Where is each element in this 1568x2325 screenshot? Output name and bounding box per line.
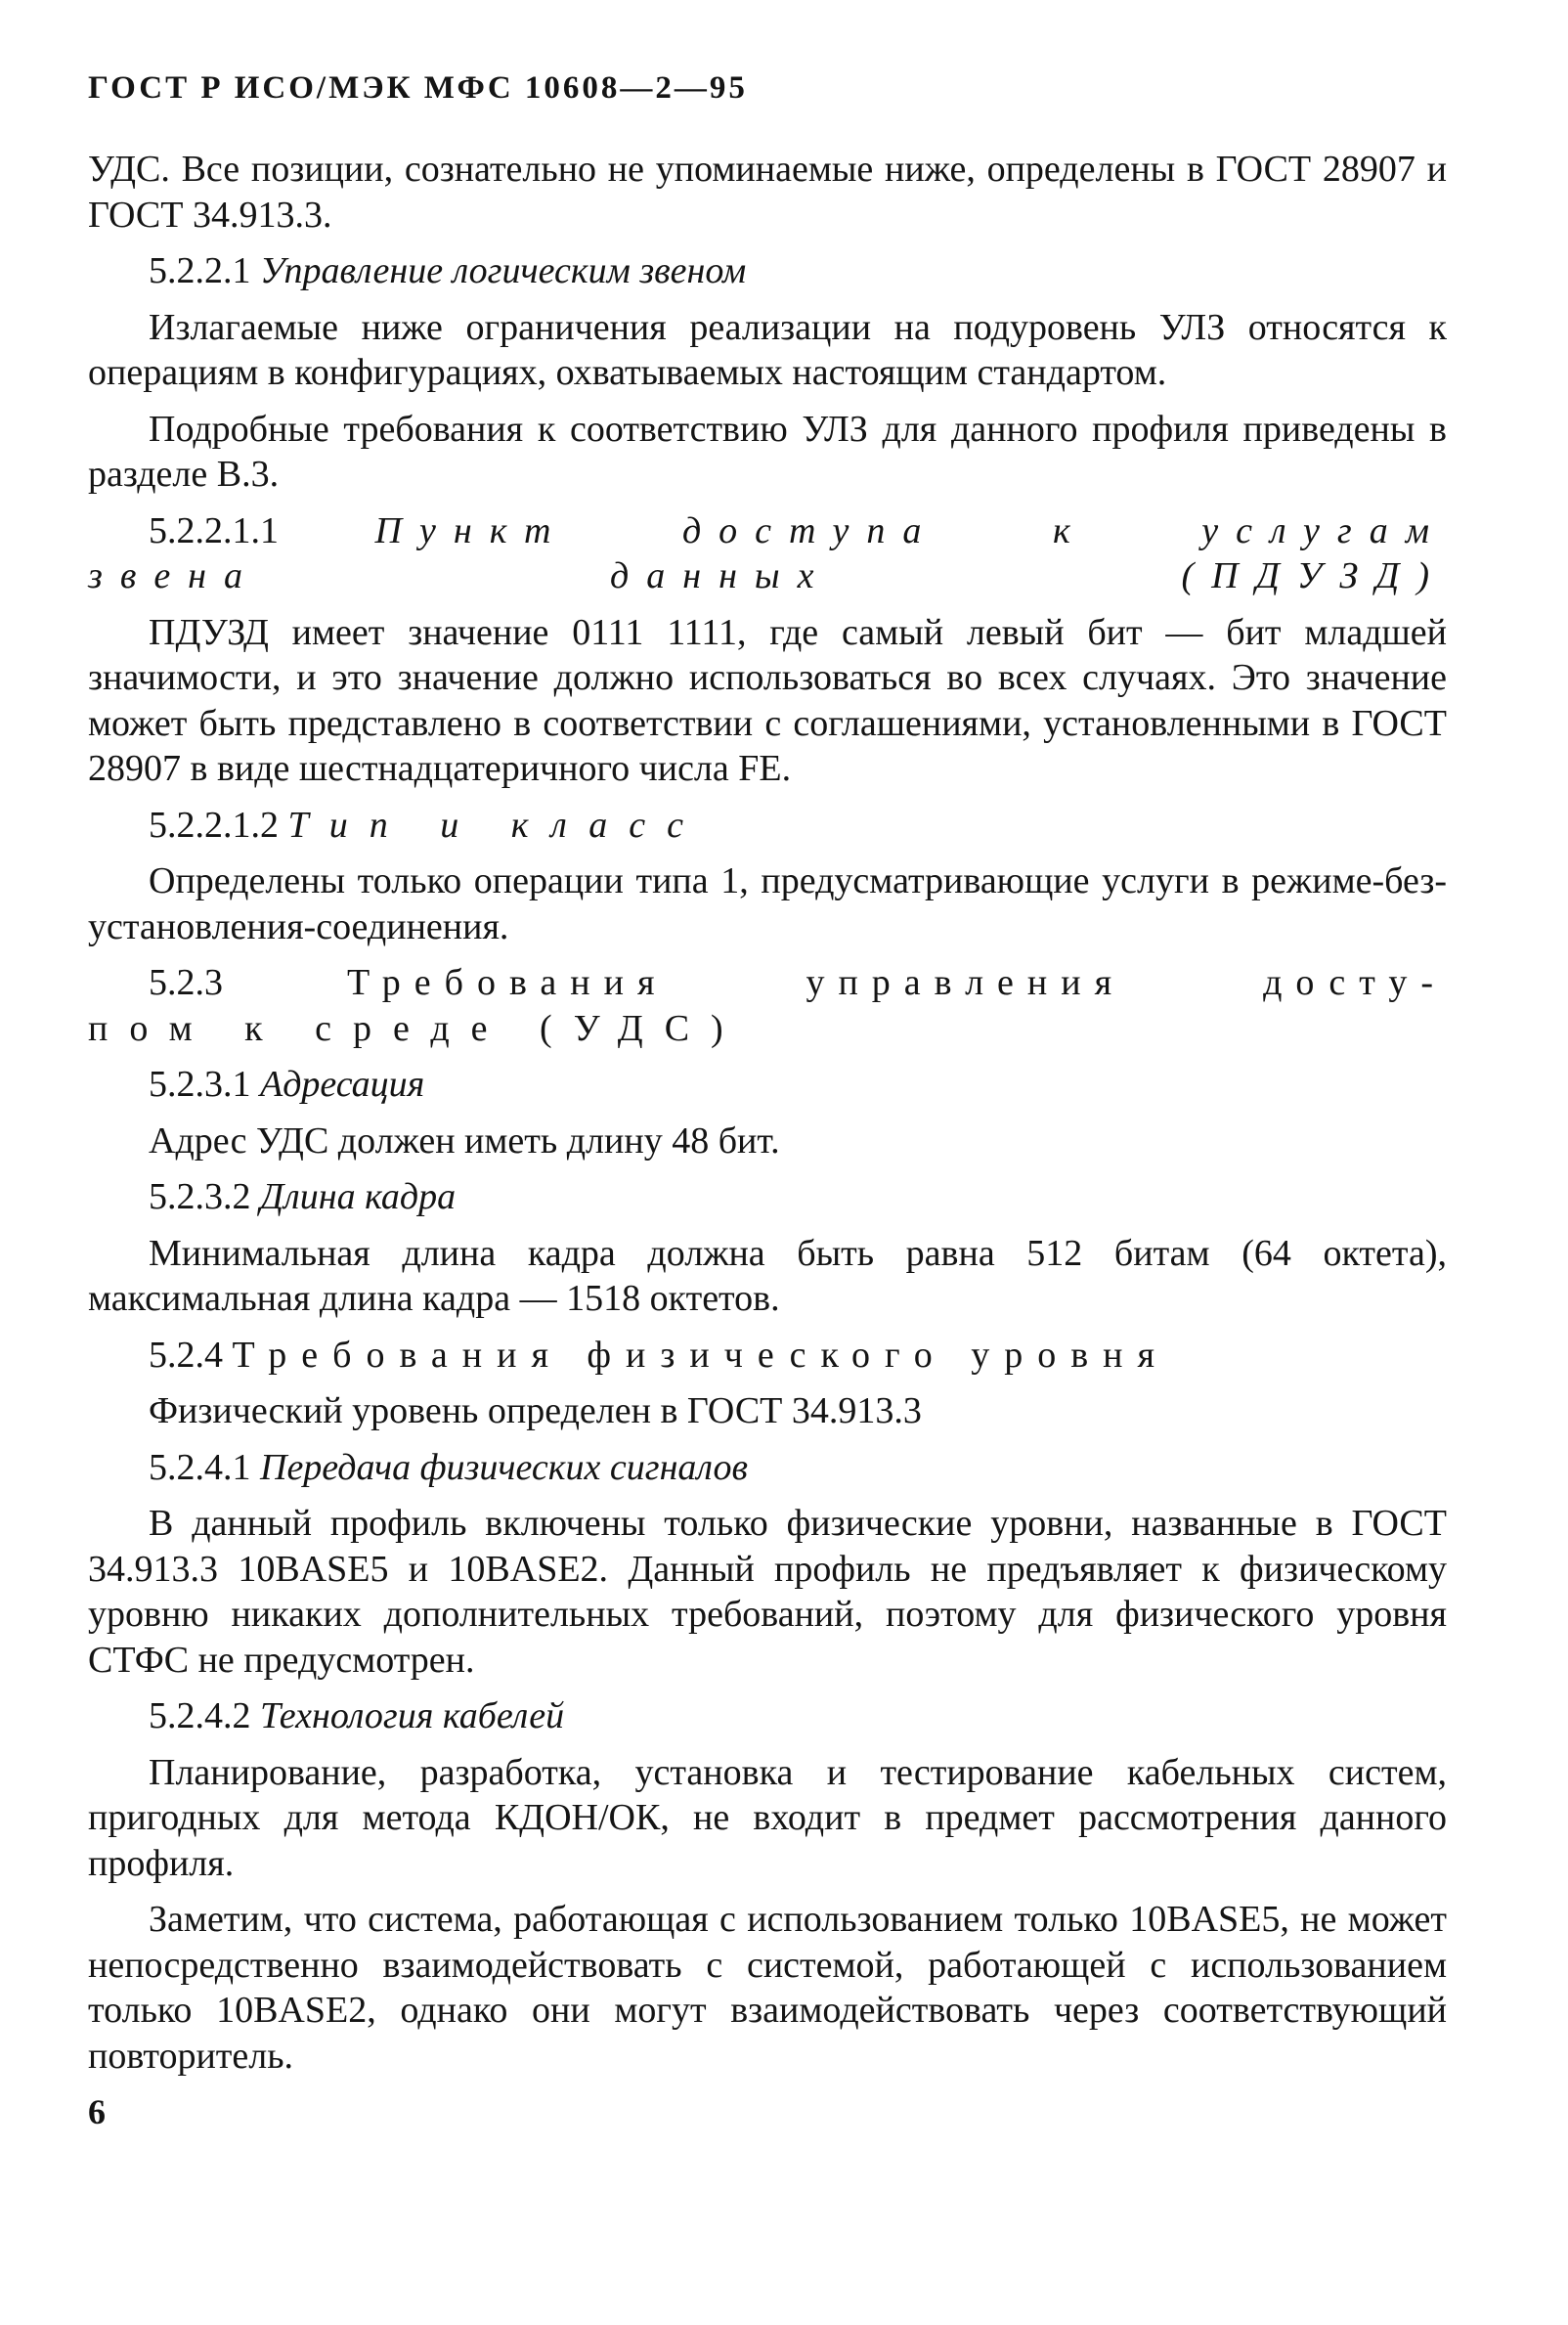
section-5-2-3-heading-cont	[88, 1006, 1447, 1052]
section-number: 5.2.2.1	[149, 250, 251, 291]
frame-length-paragraph: Минимальная длина кадра должна быть равна 512 битам (64 октета), максимальная длина кадра — 1518 октетов.	[88, 1232, 1447, 1319]
section-5-2-2-1-1-heading	[88, 508, 1447, 554]
section-5-2-2-1-heading	[88, 248, 1447, 294]
section-5-2-4-1-heading	[88, 1445, 1447, 1491]
section-number: 5.2.2.1.2	[149, 804, 279, 846]
llc-paragraph-2: Подробные требования к соответствию УЛЗ для данного профиля приведены в разделе B.3.	[88, 408, 1447, 495]
section-title: Адресация	[260, 1064, 425, 1105]
section-5-2-4-2-heading	[88, 1693, 1447, 1739]
section-number: 5.2.4.2	[149, 1695, 251, 1736]
section-number: 5.2.3.1	[149, 1064, 251, 1105]
section-title: Управление логическим звеном	[260, 250, 747, 291]
section-number: 5.2.3.2	[149, 1176, 251, 1217]
section-title: Технология кабелей	[260, 1695, 565, 1736]
section-number: 5.2.4.1	[149, 1446, 251, 1488]
type-class-paragraph: Определены только операции типа 1, предусматривающие услуги в режиме-без-установления-соединения.	[88, 860, 1447, 947]
section-number: 5.2.4	[149, 1334, 223, 1376]
section-5-2-3-2-heading	[88, 1174, 1447, 1220]
section-5-2-3-1-heading	[88, 1062, 1447, 1108]
running-header: ГОСТ Р ИСО/МЭК МФС 10608—2—95	[88, 70, 748, 106]
llc-paragraph-1: Излагаемые ниже ограничения реализации на подуровень УЛЗ относятся к операциям в конфигурациях, охватываемых настоящим стандартом.	[88, 306, 1447, 393]
document-body	[88, 147, 1447, 2079]
section-number: 5.2.3	[149, 962, 223, 1003]
section-5-2-3-heading	[88, 960, 1447, 1006]
signals-paragraph: В данный профиль включены только физические уровни, названные в ГОСТ 34.913.3 10BASE5 и 10BASE2. Данный профиль не предъявляет к физическому уровню никаких дополнительных требований, поэтому для физического уровня СТФС не предусмотрен.	[88, 1503, 1447, 1681]
section-title-line-2: пом к среде (УДС)	[88, 1007, 745, 1049]
section-number: 5.2.2.1.1	[149, 509, 279, 551]
section-title: Тип и класс	[287, 804, 706, 846]
addressing-paragraph: Адрес УДС должен иметь длину 48 бит.	[149, 1119, 780, 1162]
section-title: Длина кадра	[260, 1176, 457, 1217]
section-title-line-1: Пункт доступа к услугам	[374, 509, 1447, 551]
cables-paragraph: Планирование, разработка, установка и тестирование кабельных систем, пригодных для метода КДОН/ОК, не входит в предмет рассмотрения данного профиля.	[88, 1751, 1447, 1884]
section-title-line-1: Требования управления досту-	[347, 962, 1447, 1003]
section-title: Требования физического уровня	[232, 1334, 1169, 1376]
intro-paragraph: УДС. Все позиции, сознательно не упоминаемые ниже, определены в ГОСТ 28907 и ГОСТ 34.913.3.	[88, 149, 1447, 236]
physical-layer-paragraph: Физический уровень определен в ГОСТ 34.913.3	[149, 1390, 922, 1431]
section-title-line-2: звена данных (ПДУЗД)	[88, 555, 1447, 596]
pduzd-paragraph: ПДУЗД имеет значение 0111 1111, где самый левый бит — бит младшей значимости, и это значение должно использоваться во всех случаях. Это значение может быть представлено в соответствии с соглашениями, установленными в ГОСТ 28907 в виде шестнадцатеричного числа FE.	[88, 611, 1447, 789]
repeater-note-paragraph: Заметим, что система, работающая с использованием только 10BASE5, не может непосредственно взаимодействовать с системой, работающей с использованием только 10BASE2, однако они могут взаимодействовать через соответствующий повторитель.	[88, 1899, 1447, 2077]
section-5-2-2-1-2-heading	[88, 803, 1447, 849]
section-5-2-4-heading	[88, 1333, 1447, 1379]
section-title: Передача физических сигналов	[260, 1446, 748, 1488]
section-5-2-2-1-1-heading-cont	[88, 553, 1447, 599]
page-number: 6	[88, 2092, 106, 2131]
